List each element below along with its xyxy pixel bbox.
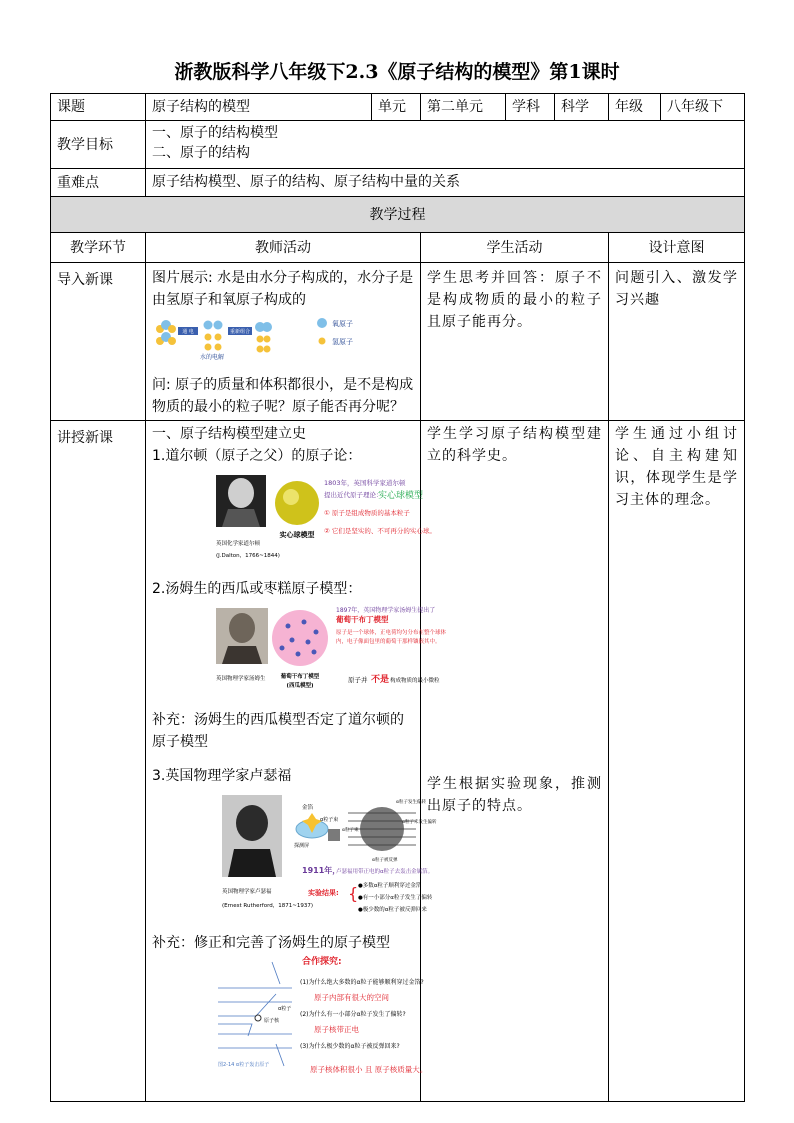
- unit-value: 第二单元: [421, 94, 506, 121]
- rutherford-year: 1911年，: [302, 866, 341, 875]
- thomson-conclusion-key: 不是: [371, 675, 390, 685]
- water-electrolysis-figure: [152, 315, 414, 368]
- explore-fig-nucleus: 原子核: [264, 1018, 280, 1024]
- lecture-stage: 讲授新课: [51, 421, 146, 1102]
- rutherford-beam: α粒子束: [342, 828, 359, 833]
- intro-stage: 导入新课: [51, 263, 146, 421]
- goals-value: [146, 121, 745, 169]
- rutherford-heading: 3.英国物理学家卢瑟福: [152, 768, 292, 784]
- course-value: 原子结构的模型: [146, 94, 372, 121]
- dalton-heading: 1.道尔顿（原子之父）的原子论：: [152, 448, 362, 464]
- col-intent: 设计意图: [609, 233, 745, 263]
- label-oxygen: 氧原子: [332, 320, 353, 328]
- thomson-figure: [152, 604, 447, 703]
- intro-student: 学生思考并回答：原子不是构成物质的最小的粒子且原子能再分。: [421, 263, 609, 421]
- thomson-caption: 英国物理学家汤姆生: [216, 676, 266, 682]
- thomson-year-line: 1897年，英国物理学家汤姆生提出了: [336, 607, 436, 614]
- dalton-point-2: ② 它们是坚实的、不可再分的实心球。: [324, 527, 436, 535]
- lecture-student-2: 学生根据实验现象，推测出原子的特点。: [427, 776, 602, 814]
- rutherford-detector: 探测屏: [294, 843, 310, 849]
- dalton-year-line: 1803年，英国科学家道尔顿: [324, 479, 406, 487]
- rutherford-back: α粒子被反弹: [372, 858, 398, 863]
- btn-recombine-label: 重新组合: [229, 329, 251, 335]
- explore-figure: [152, 954, 428, 1093]
- explore-a1: 原子内部有很大的空间: [314, 993, 389, 1002]
- subject-label: 学科: [506, 94, 555, 121]
- rutherford-alpha: α粒子束: [320, 817, 339, 823]
- explore-q1: (1)为什么绝大多数的α粒子能够顺利穿过金箔?: [300, 979, 424, 986]
- dalton-caption-2: (J.Dalton，1766~1844): [216, 553, 280, 559]
- col-stage: 教学环节: [51, 233, 146, 263]
- rutherford-gold: 金箔: [302, 805, 314, 811]
- explore-a3: 原子核体积很小 且 原子核质量大。: [310, 1065, 428, 1074]
- unit-label: 单元: [372, 94, 421, 121]
- grade-label: 年级: [609, 94, 661, 121]
- dalton-figure: [152, 471, 436, 572]
- rutherford-deflect: α粒子发生偏转: [396, 800, 426, 805]
- rutherford-caption-2: (Ernest Rutherford，1871~1937): [222, 903, 313, 909]
- rutherford-result-1: ●多数α粒子顺利穿过金箔: [358, 883, 422, 889]
- lecture-teacher: [146, 421, 447, 1102]
- goals-label: 教学目标: [51, 121, 146, 169]
- key-value: 原子结构模型、原子的结构、原子结构中量的关系: [146, 169, 745, 197]
- subject-value: 科学: [555, 94, 609, 121]
- intro-teacher: [146, 263, 421, 421]
- fig-caption: 水的电解: [199, 354, 225, 361]
- thomson-ball-caption-2: (西瓜模型): [286, 683, 314, 689]
- col-student: 学生活动: [421, 233, 609, 263]
- label-hydrogen: 氢原子: [332, 338, 353, 346]
- rutherford-result-2: ●有一小部分α粒子发生了偏转: [358, 895, 433, 901]
- result-brace: {: [348, 884, 359, 903]
- thomson-conclusion-pre: 原子并: [348, 676, 368, 684]
- thomson-desc-1: 原子是一个球体，正电荷均匀分布在整个球体: [336, 630, 447, 636]
- explore-title: 合作探究:: [302, 957, 342, 967]
- dalton-model-name: 实心球模型: [378, 491, 424, 501]
- dalton-point-1: ① 原子是组成物质的基本粒子: [324, 509, 410, 517]
- explore-q3: (3)为什么极少数的α粒子被反弹回来?: [300, 1043, 400, 1050]
- intro-text-1: 图片展示: 水是由水分子构成的，水分子是由氢原子和氧原子构成的: [152, 270, 414, 308]
- dalton-ball-label: 实心球模型: [279, 531, 315, 539]
- rutherford-result-label: 实验结果:: [308, 889, 339, 897]
- supplement-1: 补充：汤姆生的西瓜模型否定了道尔顿的原子模型: [152, 712, 404, 750]
- explore-a2: 原子核带正电: [314, 1025, 359, 1034]
- course-label: 课题: [51, 94, 146, 121]
- dalton-theory: 提出近代原子理论：: [324, 491, 383, 499]
- thomson-conclusion-post: 构成物质的最小微粒: [390, 678, 440, 684]
- supplement-2: 补充：修正和完善了汤姆生的原子模型: [152, 935, 390, 951]
- process-header: 教学过程: [51, 197, 745, 233]
- key-label: 重难点: [51, 169, 146, 197]
- grade-value: 八年级下: [661, 94, 745, 121]
- page-title: 浙教版科学八年级下2.3《原子结构的模型》第1课时: [174, 61, 620, 83]
- goal-line-1: 一、原子的结构模型: [152, 125, 278, 141]
- rutherford-year-desc: 卢瑟福用带正电的α粒子去轰击金属箔。: [336, 869, 434, 875]
- lesson-table: [50, 93, 745, 1102]
- explore-fig-caption: 图2-14 α粒子轰击原子: [218, 1062, 270, 1068]
- goal-line-2: 二、原子的结构: [152, 145, 250, 161]
- thomson-ball-caption-1: 葡萄干布丁模型: [280, 674, 320, 680]
- explore-q2: (2)为什么有一小部分α粒子发生了偏转?: [300, 1011, 406, 1018]
- rutherford-nodeflect: α粒子未发生偏转: [402, 820, 437, 825]
- lecture-intent: 学生通过小组讨论、自主构建知识，体现学生是学习主体的理念。: [609, 421, 745, 1102]
- col-teacher: 教师活动: [146, 233, 421, 263]
- explore-fig-alpha: α粒子: [278, 1006, 292, 1012]
- rutherford-figure: [152, 791, 437, 926]
- btn-power-label: 通 电: [182, 329, 194, 335]
- intro-intent: 问题引入、激发学习兴趣: [609, 263, 745, 421]
- lecture-student-1: 学生学习原子结构模型建立的科学史。: [427, 426, 602, 464]
- intro-text-2: 问: 原子的质量和体积都很小，是不是构成物质的最小的粒子呢？原子能否再分呢？: [152, 377, 414, 415]
- thomson-model-name: 葡萄干布丁模型: [336, 615, 389, 624]
- thomson-heading: 2.汤姆生的西瓜或枣糕原子模型：: [152, 581, 362, 597]
- rutherford-result-3: ●极少数的α粒子被反弹回来: [358, 907, 427, 913]
- lecture-heading: 一、原子结构模型建立史: [152, 426, 306, 442]
- thomson-desc-2: 内，电子像面包里的葡萄干那样镶嵌其中。: [336, 639, 441, 645]
- dalton-caption-1: 英国化学家道尔顿: [216, 541, 261, 547]
- rutherford-caption-1: 英国物理学家卢瑟福: [222, 889, 272, 895]
